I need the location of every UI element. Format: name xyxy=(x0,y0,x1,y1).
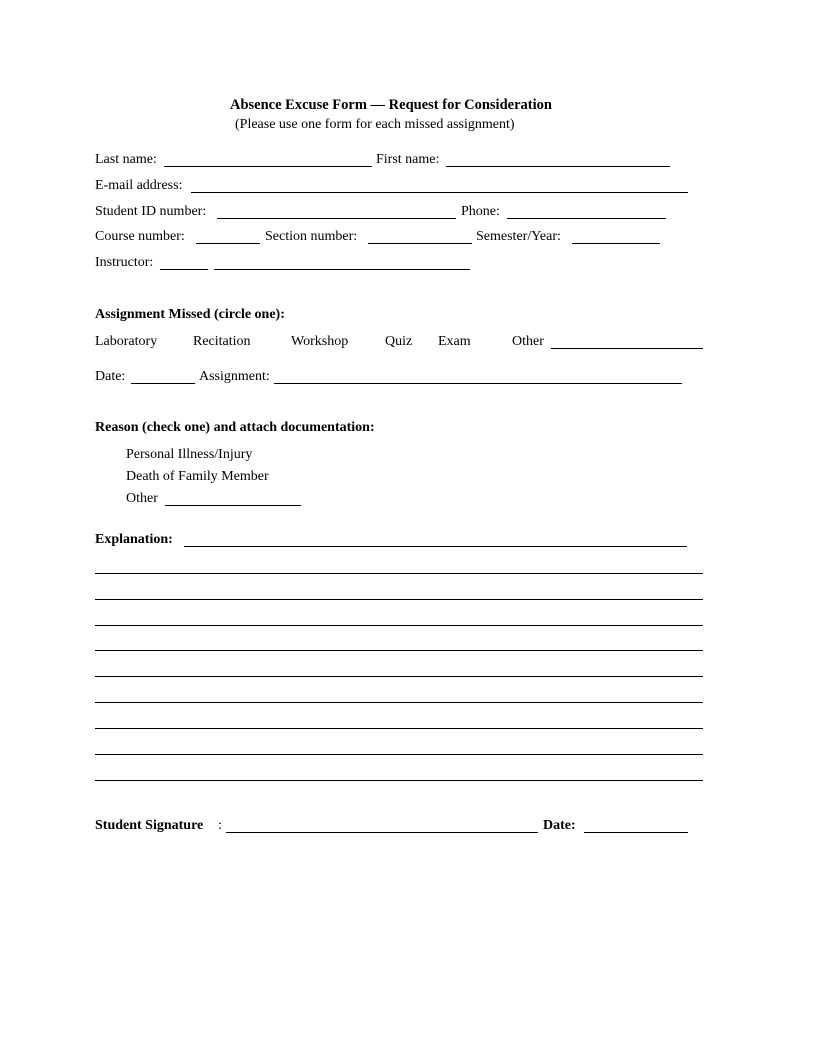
explanation-line-1[interactable] xyxy=(95,573,703,574)
explanation-line-7[interactable] xyxy=(95,728,703,729)
explanation-line-2[interactable] xyxy=(95,599,703,600)
section-number-label: Section number: xyxy=(265,229,358,244)
signature-date-field[interactable] xyxy=(584,832,688,833)
explanation-line-3[interactable] xyxy=(95,625,703,626)
instructor-label: Instructor: xyxy=(95,255,154,270)
reason-heading: Reason (check one) and attach documentation: xyxy=(95,420,375,435)
student-signature-field[interactable] xyxy=(226,832,538,833)
assignment-name-label: Assignment: xyxy=(199,369,270,384)
instructor-name-field[interactable] xyxy=(214,269,470,270)
phone-label: Phone: xyxy=(461,204,500,219)
semester-year-label: Semester/Year: xyxy=(476,229,561,244)
assignment-option-other[interactable]: Other xyxy=(512,334,544,349)
assignment-option-quiz[interactable]: Quiz xyxy=(385,334,413,349)
form-title: Absence Excuse Form — Request for Consideration xyxy=(230,97,552,113)
assignment-name-field[interactable] xyxy=(274,383,682,384)
assignment-option-workshop[interactable]: Workshop xyxy=(291,334,349,349)
email-label: E-mail address: xyxy=(95,178,183,193)
student-id-label: Student ID number: xyxy=(95,204,207,219)
assignment-option-laboratory[interactable]: Laboratory xyxy=(95,334,158,349)
explanation-line-4[interactable] xyxy=(95,650,703,651)
section-number-field[interactable] xyxy=(368,243,472,244)
course-number-field[interactable] xyxy=(196,243,260,244)
assignment-option-exam[interactable]: Exam xyxy=(438,334,471,349)
signature-separator: : xyxy=(218,818,222,833)
instructor-title-field[interactable] xyxy=(160,269,208,270)
reason-other-field[interactable] xyxy=(165,505,301,506)
last-name-field[interactable] xyxy=(164,166,372,167)
explanation-field-first-line[interactable] xyxy=(184,546,687,547)
assignment-date-field[interactable] xyxy=(131,383,195,384)
semester-year-field[interactable] xyxy=(572,243,660,244)
signature-date-label: Date: xyxy=(543,818,576,833)
explanation-line-6[interactable] xyxy=(95,702,703,703)
explanation-label: Explanation: xyxy=(95,532,173,547)
reason-option-illness[interactable]: Personal Illness/Injury xyxy=(126,447,253,462)
email-field[interactable] xyxy=(191,192,688,193)
reason-option-death[interactable]: Death of Family Member xyxy=(126,469,269,484)
reason-option-other[interactable]: Other xyxy=(126,491,158,506)
explanation-line-8[interactable] xyxy=(95,754,703,755)
student-signature-label: Student Signature xyxy=(95,818,204,833)
phone-field[interactable] xyxy=(507,218,666,219)
assignment-missed-heading: Assignment Missed (circle one): xyxy=(95,307,285,322)
first-name-field[interactable] xyxy=(446,166,670,167)
assignment-date-label: Date: xyxy=(95,369,126,384)
explanation-line-5[interactable] xyxy=(95,676,703,677)
course-number-label: Course number: xyxy=(95,229,185,244)
assignment-other-field[interactable] xyxy=(551,348,703,349)
student-id-field[interactable] xyxy=(217,218,456,219)
explanation-line-9[interactable] xyxy=(95,780,703,781)
first-name-label: First name: xyxy=(376,152,440,167)
form-subtitle: (Please use one form for each missed assignment) xyxy=(235,117,515,132)
last-name-label: Last name: xyxy=(95,152,157,167)
assignment-option-recitation[interactable]: Recitation xyxy=(193,334,251,349)
